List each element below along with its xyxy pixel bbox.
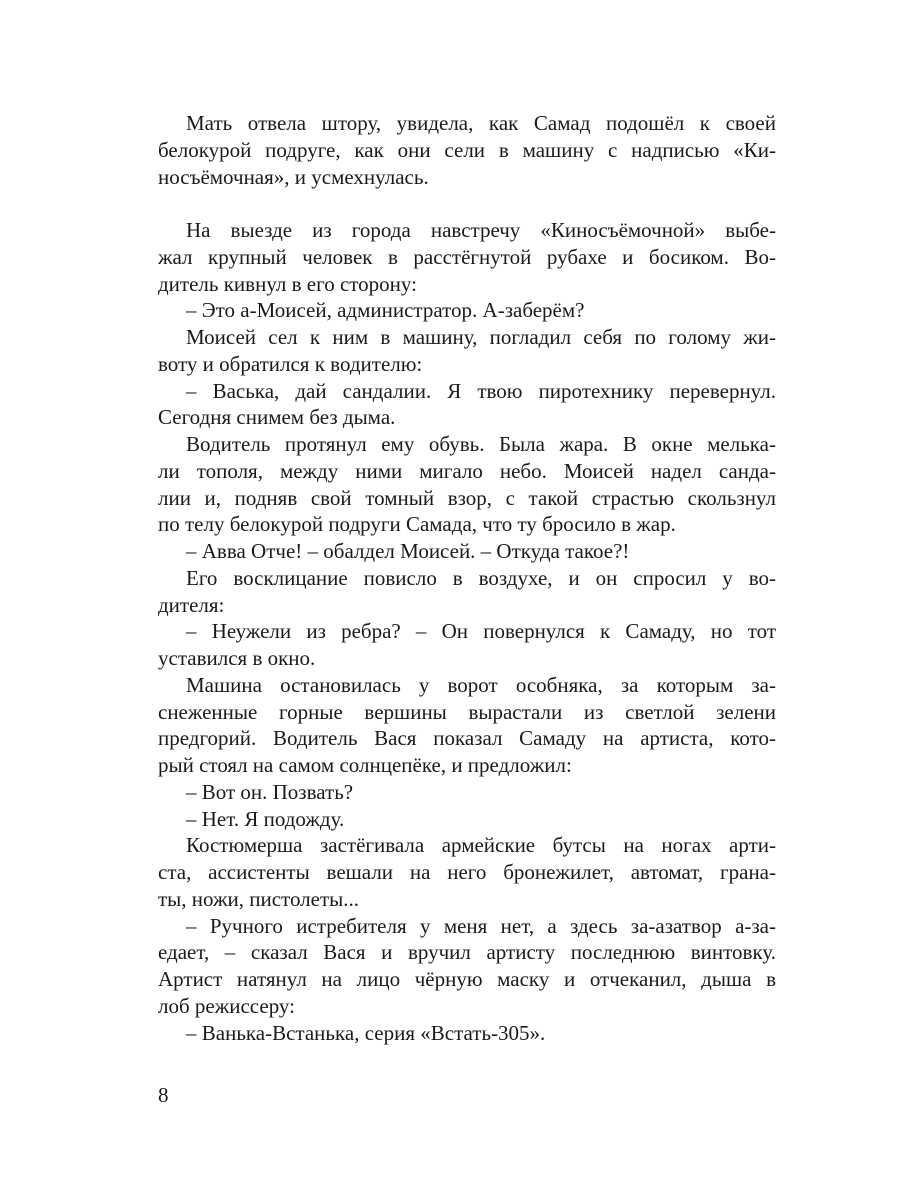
- text-line: Моисей сел к ним в машину, погладил себя по голому жи-: [186, 325, 776, 349]
- text-line: Машина остановилась у ворот особняка, за которым за-: [186, 672, 776, 697]
- text-line: воту и обратился к водителю:: [158, 351, 423, 376]
- text-line: Костюмерша застёгивала армейские бутсы на ногах арти-: [186, 833, 776, 858]
- body-text: [158, 110, 776, 1046]
- text-line: носъёмочная», и усмехнулась.: [158, 164, 429, 189]
- text-line: лии и, подняв свой томный взор, с такой страстью скользнул: [158, 485, 776, 510]
- text-line: жал крупный человек в расстёгнутой рубахе и босиком. Во-: [158, 244, 776, 269]
- paragraph-gap: [158, 190, 776, 217]
- text-line: – Неужели из ребра? – Он повернулся к Самаду, но тот: [186, 619, 776, 644]
- text-line: дителя:: [158, 592, 225, 617]
- text-line: – Ванька-Встанька, серия «Встать-305».: [186, 1020, 546, 1045]
- text-line: предгорий. Водитель Вася показал Самаду на артиста, кото-: [158, 726, 776, 751]
- text-line: Его восклицание повисло в воздухе, и он спросил у во-: [186, 565, 776, 590]
- text-line: ста, ассистенты вешали на него бронежилет, автомат, грана-: [158, 860, 776, 884]
- text-line: – Это а-Моисей, администратор. А-заберём?: [186, 298, 585, 323]
- text-line: – Васька, дай сандалии. Я твою пиротехнику перевернул.: [186, 378, 776, 403]
- text-line: На выезде из города навстречу «Киносъёмочной» выбе-: [186, 218, 776, 242]
- text-line: по телу белокурой подруги Самада, что ту бросило в жар.: [158, 512, 676, 537]
- text-line: Мать отвела штору, увидела, как Самад подошёл к своей: [186, 111, 776, 135]
- text-line: – Нет. Я подожду.: [186, 806, 345, 831]
- text-line: – Ручного истребителя у меня нет, а здесь за-азатвор а-за-: [186, 913, 776, 938]
- text-line: ли тополя, между ними мигало небо. Моисей надел санда-: [158, 458, 776, 483]
- text-line: Сегодня снимем без дыма.: [158, 405, 396, 430]
- text-line: едает, – сказал Вася и вручил артисту последнюю винтовку.: [158, 940, 776, 965]
- text-line: Водитель протянул ему обувь. Была жара. В окне мелька-: [186, 432, 776, 456]
- text-line: уставился в окно.: [158, 646, 316, 670]
- text-line: Артист натянул на лицо чёрную маску и отчеканил, дыша в: [158, 967, 776, 991]
- text-line: дитель кивнул в его сторону:: [158, 271, 417, 296]
- page-number: 8: [158, 1083, 169, 1107]
- text-line: лоб режиссеру:: [158, 993, 295, 1018]
- text-line: снеженные горные вершины вырастали из светлой зелени: [158, 699, 776, 724]
- text-line: ты, ножи, пистолеты...: [158, 886, 360, 911]
- text-line: рый стоял на самом солнцепёке, и предложил:: [158, 753, 572, 777]
- text-line: белокурой подруге, как они сели в машину с надписью «Ки-: [158, 137, 776, 162]
- text-line: – Авва Отче! – обалдел Моисей. – Откуда такое?!: [186, 539, 630, 563]
- text-line: – Вот он. Позвать?: [186, 779, 354, 804]
